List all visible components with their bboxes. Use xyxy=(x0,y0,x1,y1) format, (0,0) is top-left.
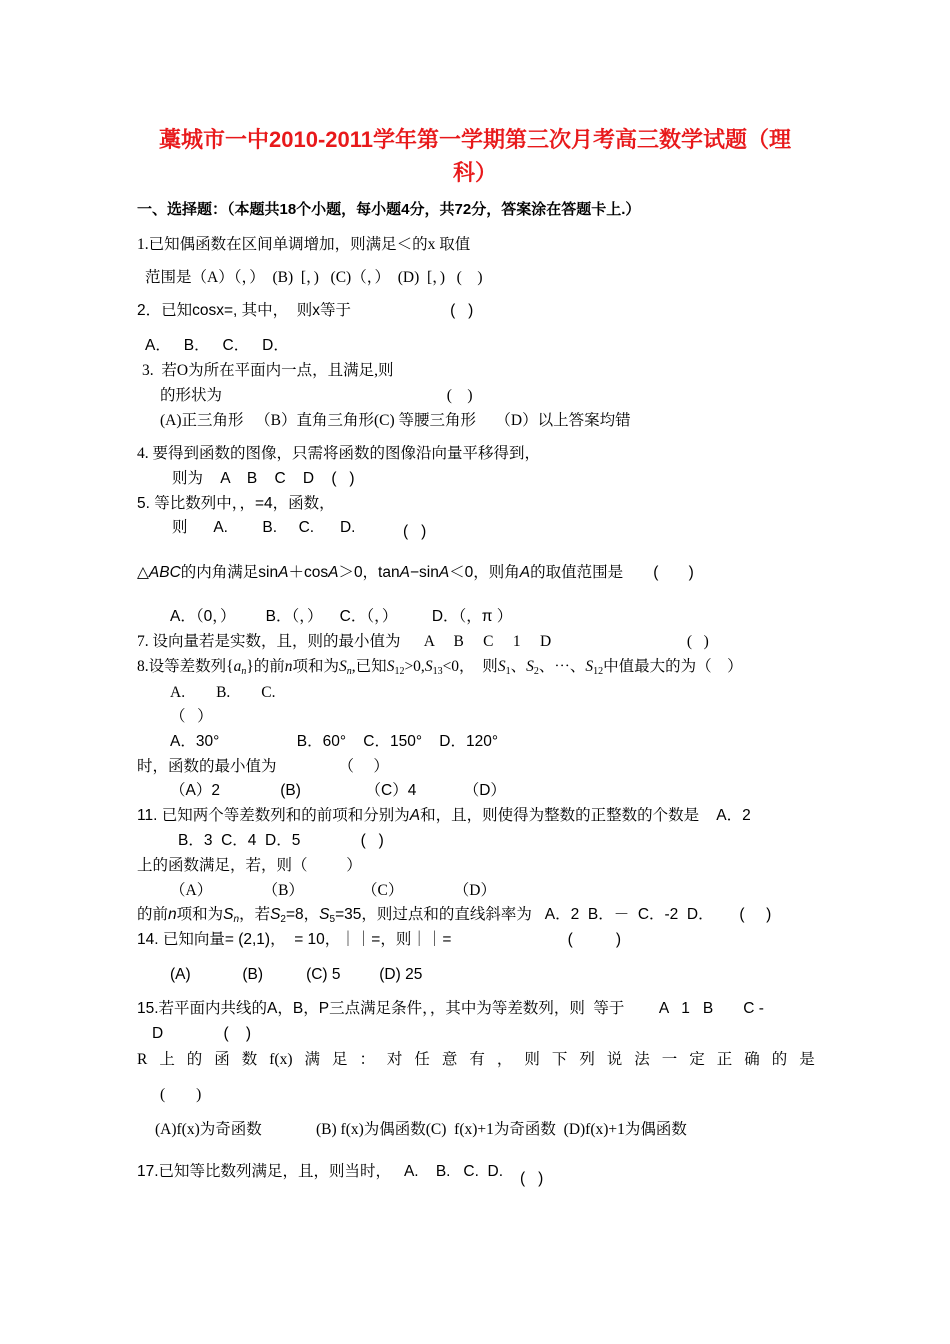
question-12-stem: 上的函数满足，若，则（ ） xyxy=(137,857,362,874)
question-12-options: （A） （B） （C） （D） xyxy=(170,882,496,899)
question-9-options: A．30° B．60° C．150° D．120° xyxy=(170,733,499,750)
question-1-stem: 1.已知偶函数在区间单调增加，则满足＜的x 取值 xyxy=(137,236,471,253)
question-6-stem: △ABC的内角满足sinA＋cosA＞0，tanA−sinA＜0，则角A的取值范围是 ( ) xyxy=(137,564,694,581)
question-11-options: B．3 C．4 D．5 ( ) xyxy=(178,832,384,849)
question-11-stem: 11. 已知两个等差数列和的前项和分别为A和，且，则使得为整数的正整数的个数是 A．2 xyxy=(137,807,751,824)
question-17-answer-paren: ( ) xyxy=(520,1170,544,1187)
question-1-options: 范围是（A）（，） (B) [，) (C)（，） (D) [，) ( ) xyxy=(145,269,483,286)
question-3-stem-cont: 的形状为 ( ) xyxy=(160,387,473,404)
question-10-stem: 时，函数的最小值为 （ ） xyxy=(137,758,389,775)
question-7: 7. 设向量若是实数，且，则的最小值为 A B C 1 D ( ) xyxy=(137,633,709,650)
question-5-stem: 5. 等比数列中，，=4，函数， xyxy=(137,495,335,512)
question-14-options: (A) (B) (C) 5 (D) 25 xyxy=(170,966,423,983)
question-4-stem: 4. 要得到函数的图像，只需将函数的图像沿向量平移得到， xyxy=(137,445,541,462)
question-3-options: (A)正三角形 （B）直角三角形(C) 等腰三角形 （D）以上答案均错 xyxy=(160,412,631,429)
exam-title-line1: 藁城市一中2010-2011学年第一学期第三次月考高三数学试题（理 xyxy=(159,127,791,152)
question-2-stem: 2．已知cosx=, 其中， 则x等于 ( ) xyxy=(137,302,474,319)
question-13-stem: 的前n项和为$S_n$，若$S_2=8$，$S_5=35$，则过点和的直线斜率为 A．2 B．－ C．-2 D． ( ) xyxy=(137,906,772,925)
question-16-stem: R 上 的 函 数 f(x) 满 足 ： 对 任 意 有 ， 则 下 列 说 法 一 定 正 确 的 是 xyxy=(137,1051,815,1068)
question-2-options: A． B． C． D． xyxy=(145,337,289,354)
question-14-stem: 14. 已知向量= (2,1)， = 10，｜｜=，则｜｜= ( ) xyxy=(137,931,622,948)
question-16-answer-paren: ( ) xyxy=(160,1086,202,1103)
question-15-stem: 15.若平面内共线的A，B，P三点满足条件，，其中为等差数列，则 等于 A 1 B C - xyxy=(137,1000,764,1017)
question-4-options: 则为 A B C D ( ) xyxy=(172,470,355,487)
question-5-options: 则 A. B. C. D. xyxy=(172,519,356,536)
question-16-options: (A)f(x)为奇函数 (B) f(x)为偶函数(C) f(x)+1为奇函数 (D)f(x)+1为偶函数 xyxy=(155,1121,687,1138)
question-8-options: A. B. C. xyxy=(170,684,276,701)
section-heading: 一、选择题：（本题共18个小题，每小题4分，共72分，答案涂在答题卡上.） xyxy=(137,201,641,218)
question-3-stem: 3. 若O为所在平面内一点，且满足,则 xyxy=(142,362,394,379)
question-6-options: A．（0，） B．（，） C．（，） D．（，π ） xyxy=(170,608,513,625)
question-8-stem: 8.设等差数列$\{a_n\}$的前n项和为$S_n$,已知$S_{12}>0,S_{13}<0$， 则$S_1$、$S_2$、⋯、$S_{12}$中值最大的为（ ） xyxy=(137,658,743,677)
question-17-stem: 17.已知等比数列满足，且，则当时， A. B. C. D. xyxy=(137,1163,504,1180)
question-8-answer-paren: （ ） xyxy=(170,708,213,725)
exam-title-line2: 科） xyxy=(452,160,497,185)
question-10-options: （A）2 (B) （C）4 （D） xyxy=(170,782,506,799)
question-5-answer-paren: ( ) xyxy=(403,523,427,540)
question-15-options: D ( ) xyxy=(152,1025,252,1042)
